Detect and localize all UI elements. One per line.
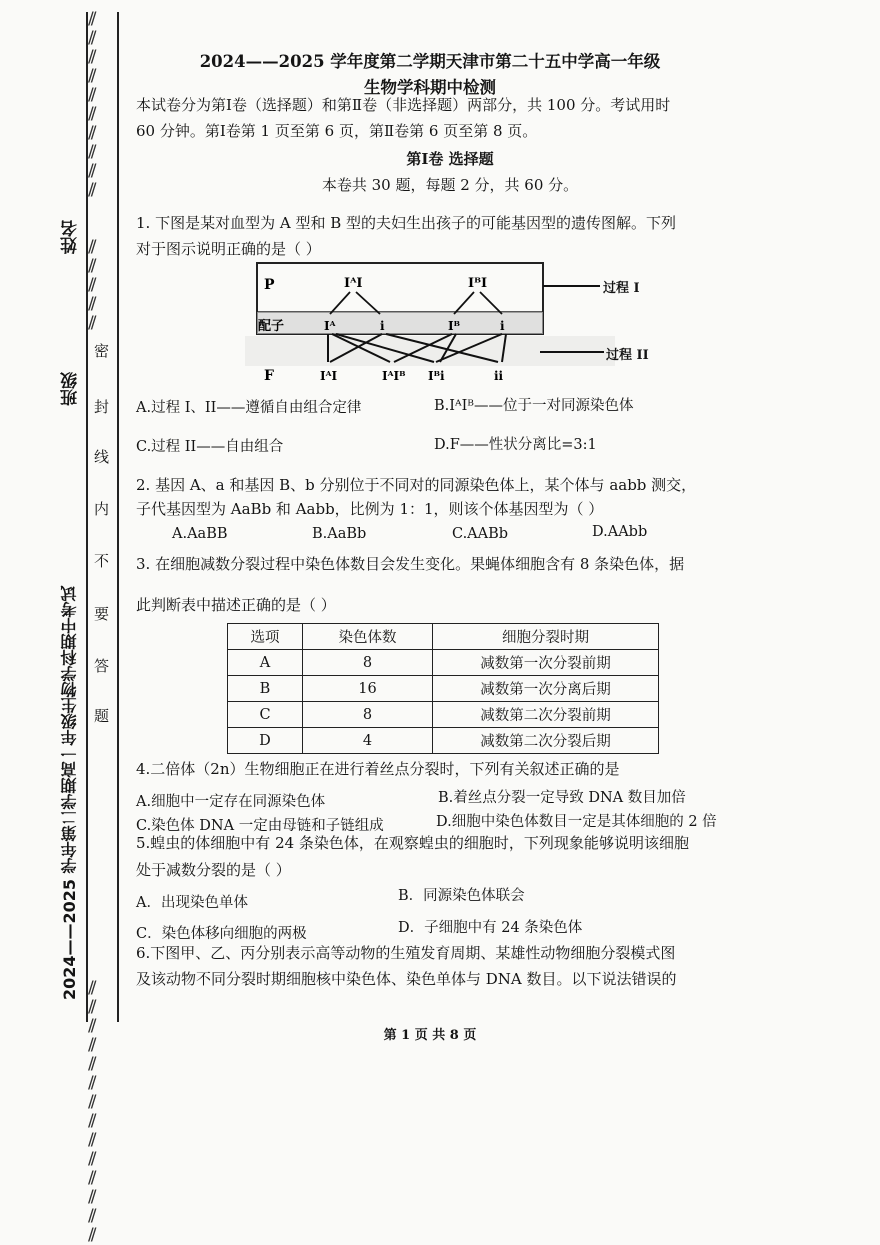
- q4-stem: 4.二倍体（2n）生物细胞正在进行着丝点分裂时，下列有关叙述正确的是: [136, 760, 620, 778]
- q4-option-c: C.染色体 DNA 一定由母链和子链组成: [136, 818, 384, 834]
- f-label: F: [264, 368, 274, 384]
- table-cell: 4: [303, 728, 433, 754]
- q2-option: B.AaBb: [312, 526, 367, 542]
- process1-label: 过程 I: [603, 281, 640, 296]
- q4-option-b: B.着丝点分裂一定导致 DNA 数目加倍: [438, 790, 686, 806]
- table-header-row: [228, 624, 659, 650]
- table-cell: 8: [303, 650, 433, 676]
- name-label: 姓名: [61, 220, 81, 254]
- parent-a: IᴬI: [344, 276, 363, 291]
- section-note: 本卷共 30 题，每题 2 分，共 60 分。: [321, 176, 579, 194]
- table-header: 选项: [228, 624, 303, 650]
- table-cell: A: [228, 650, 303, 676]
- q3-stem: 3. 在细胞减数分裂过程中染色体数目会发生变化。果蝇体细胞含有 8 条染色体，据: [136, 555, 685, 573]
- margin-hatching: // // // // // // // // // // // // // // // // // // // // // // // // // // // // //: [88, 9, 94, 1245]
- q4-option-a: A.细胞中一定存在同源染色体: [136, 794, 326, 810]
- table-cell: 减数第二次分裂后期: [433, 728, 659, 754]
- seal-char: 题: [94, 707, 110, 725]
- q5-option-b: B．同源染色体联会: [398, 888, 525, 904]
- gamete: i: [500, 319, 505, 333]
- q5-option-c: C．染色体移向细胞的两极: [136, 926, 307, 942]
- table-cell: C: [228, 702, 303, 728]
- q1-figure: [240, 262, 620, 388]
- offspring: IᴬI: [320, 369, 338, 383]
- process2-label: 过程 II: [606, 348, 649, 363]
- table-header: 染色体数: [303, 624, 433, 650]
- table-header: 细胞分裂时期: [433, 624, 659, 650]
- class-label: 班级: [61, 372, 81, 406]
- table-cell: 8: [303, 702, 433, 728]
- seal-char: 内: [94, 500, 110, 518]
- page-footer: 第 1 页 共 8 页: [383, 1028, 477, 1043]
- q1-stem: 对于图示说明正确的是（ ）: [136, 240, 321, 258]
- seal-char: 线: [94, 448, 110, 466]
- table-cell: B: [228, 676, 303, 702]
- q2-option: C.AABb: [452, 526, 509, 542]
- seal-char: 封: [94, 398, 110, 416]
- q6-stem: 6.下图甲、乙、丙分别表示高等动物的生殖发育周期、某雄性动物细胞分裂模式图: [136, 944, 676, 962]
- parent-b: IᴮI: [468, 276, 488, 291]
- q4-option-d: D.细胞中染色体数目一定是其体细胞的 2 倍: [436, 814, 717, 830]
- offspring: IᴬIᴮ: [382, 369, 406, 383]
- table-row: [228, 702, 659, 728]
- q2-stem: 子代基因型为 AaBb 和 Aabb，比例为 1：1，则该个体基因型为（ ）: [136, 500, 604, 518]
- genetic-diagram: [240, 262, 620, 388]
- q1-option-b: B.IᴬIᴮ——位于一对同源染色体: [434, 398, 634, 414]
- seal-char: 答: [94, 657, 110, 675]
- q1-option-a: A.过程 I、II——遵循自由组合定律: [136, 400, 362, 416]
- intro-line: 60 分钟。第Ⅰ卷第 1 页至第 6 页，第Ⅱ卷第 6 页至第 8 页。: [136, 122, 538, 140]
- seal-char: 密: [94, 342, 110, 360]
- table-cell: 减数第一次分裂前期: [433, 650, 659, 676]
- q1-stem: 1. 下图是某对血型为 A 型和 B 型的夫妇生出孩子的可能基因型的遗传图解。下列: [136, 214, 677, 232]
- q2-option: D.AAbb: [592, 524, 648, 540]
- q3-table: [227, 623, 659, 754]
- q6-stem: 及该动物不同分裂时期细胞核中染色体、染色单体与 DNA 数目。以下说法错误的: [136, 970, 677, 988]
- exam-caption: 2024——2025 学年第二学期高一年级生物学科期中考试: [60, 585, 79, 1000]
- exam-title: 2024——2025 学年度第二学期天津市第二十五中学高一年级: [199, 52, 661, 71]
- offspring: ii: [494, 369, 504, 383]
- seal-char: 不: [94, 552, 110, 570]
- table-row: [228, 650, 659, 676]
- gamete: Iᴮ: [448, 319, 460, 333]
- intro-line: 本试卷分为第Ⅰ卷（选择题）和第Ⅱ卷（非选择题）两部分，共 100 分。考试用时: [136, 96, 671, 114]
- q1-option-c: C.过程 II——自由组合: [136, 439, 284, 455]
- q5-stem: 处于减数分裂的是（ ）: [136, 861, 291, 879]
- table-row: [228, 676, 659, 702]
- gamete: i: [380, 319, 385, 333]
- q5-option-d: D．子细胞中有 24 条染色体: [398, 920, 583, 936]
- exam-subtitle: 生物学科期中检测: [364, 78, 496, 97]
- section-title: 第Ⅰ卷 选择题: [406, 150, 494, 168]
- q1-option-d: D.F——性状分离比=3:1: [434, 437, 597, 453]
- q5-option-a: A．出现染色单体: [136, 895, 248, 911]
- gamete-label: 配子: [258, 319, 285, 334]
- table-cell: D: [228, 728, 303, 754]
- p-label: P: [264, 277, 275, 293]
- q2-stem: 2. 基因 A、a 和基因 B、b 分别位于不同对的同源染色体上，某个体与 aabb 测交，: [136, 476, 697, 494]
- q3-stem: 此判断表中描述正确的是（ ）: [136, 596, 336, 614]
- table-cell: 减数第二次分裂前期: [433, 702, 659, 728]
- q2-option: A.AaBB: [172, 526, 228, 542]
- table-cell: 16: [303, 676, 433, 702]
- gamete: Iᴬ: [324, 319, 336, 333]
- offspring: Iᴮi: [428, 369, 445, 383]
- table-cell: 减数第一次分离后期: [433, 676, 659, 702]
- table-row: [228, 728, 659, 754]
- q5-stem: 5.蝗虫的体细胞中有 24 条染色体，在观察蝗虫的细胞时，下列现象能够说明该细胞: [136, 834, 689, 852]
- seal-char: 要: [94, 605, 110, 623]
